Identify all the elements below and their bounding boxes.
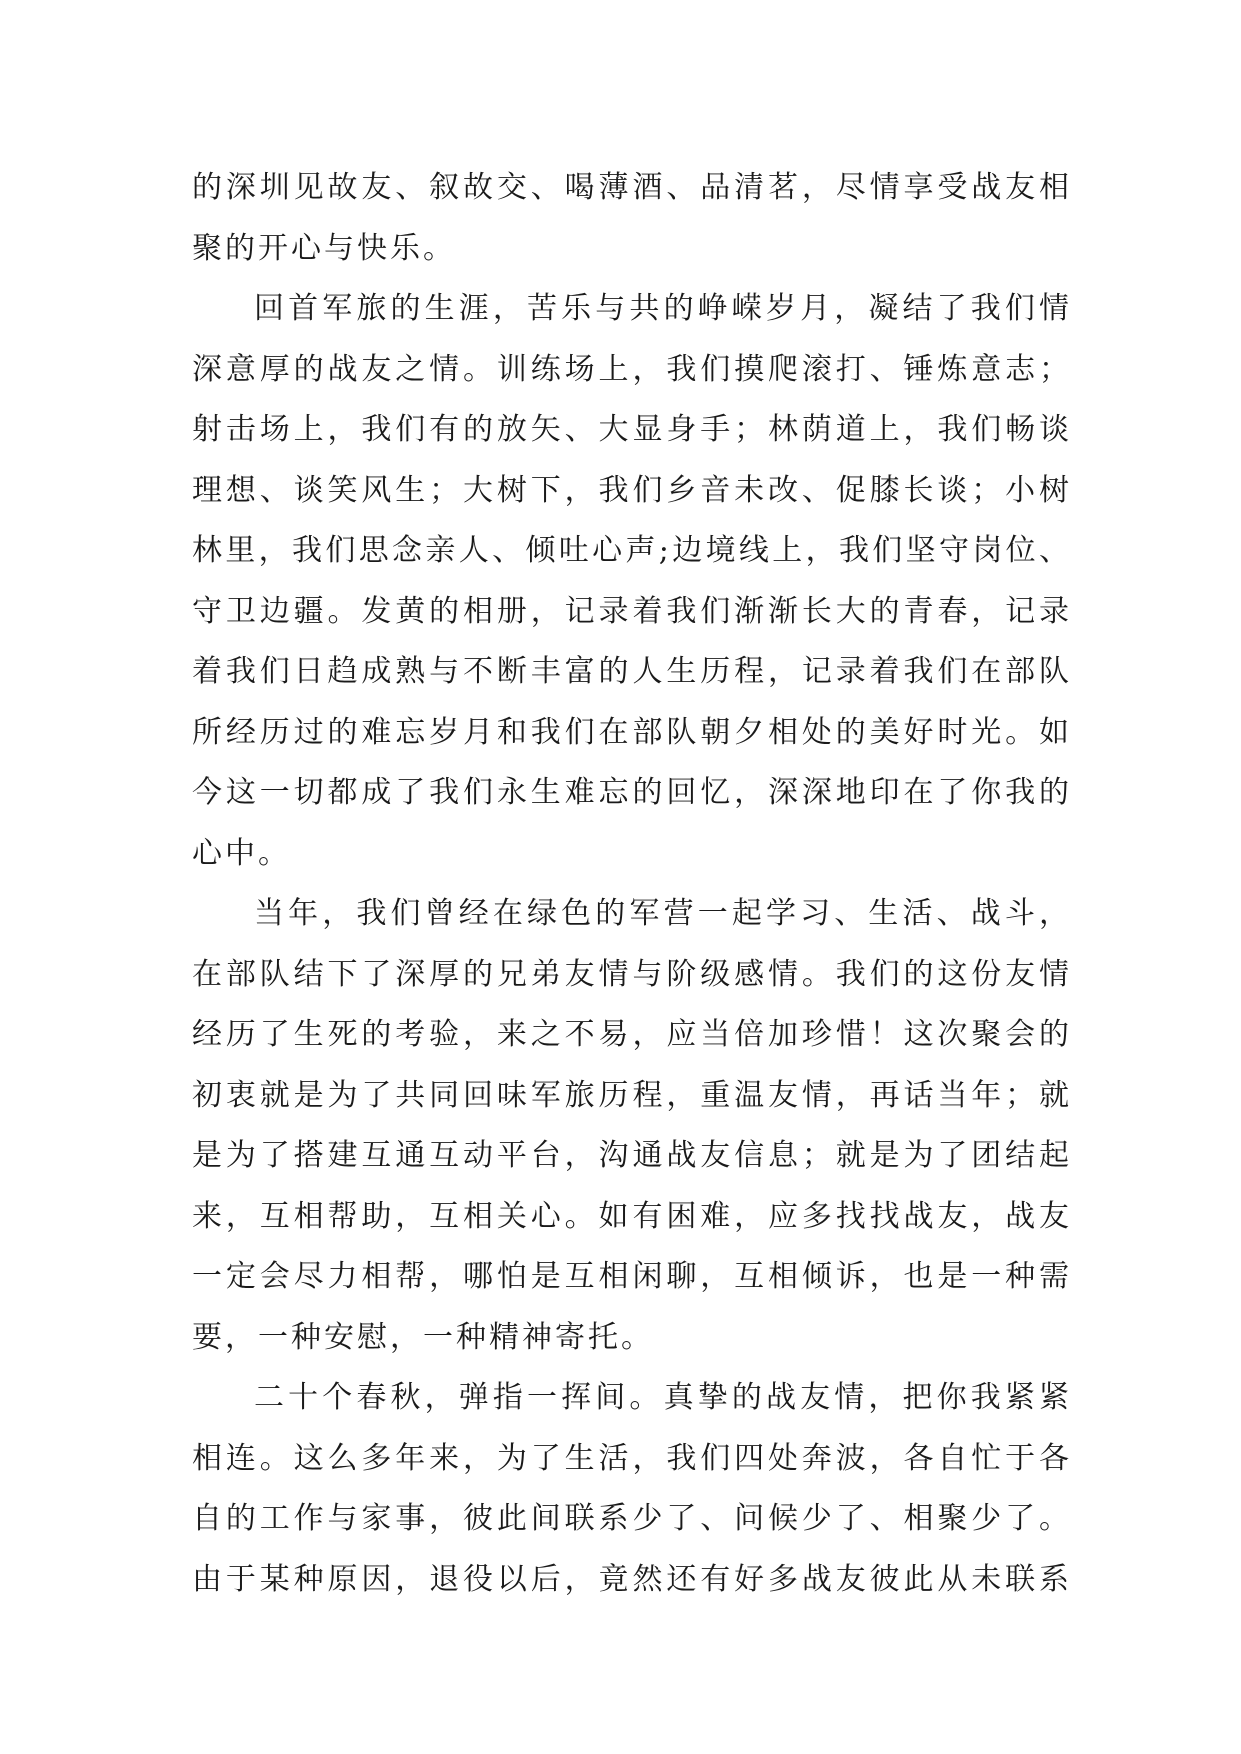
text-line: 自的工作与家事，彼此间联系少了、问候少了、相聚少了。	[192, 1501, 1072, 1536]
text-line: 相连。这么多年来，为了生活，我们四处奔波，各自忙于各	[192, 1440, 1072, 1476]
text-line: 心中。	[192, 835, 291, 871]
text-line: 今这一切都成了我们永生难忘的回忆，深深地印在了你我的	[192, 775, 1072, 810]
paragraph-first-line: 当年，我们曾经在绿色的军营一起学习、生活、战斗，	[254, 896, 1072, 931]
text-line: 初衷就是为了共同回味军旅历程，重温友情，再话当年；就	[192, 1077, 1072, 1113]
text-line: 在部队结下了深厚的兄弟友情与阶级感情。我们的这份友情	[192, 956, 1072, 992]
document-body	[192, 158, 1072, 1610]
text-line: 一定会尽力相帮，哪怕是互相闲聊，互相倾诉，也是一种需	[192, 1259, 1072, 1294]
text-line: 要，一种安慰，一种精神寄托。	[192, 1319, 654, 1355]
text-line: 由于某种原因，退役以后，竟然还有好多战友彼此从未联系	[192, 1561, 1072, 1597]
text-line: 理想、谈笑风生；大树下，我们乡音未改、促膝长谈；小树	[192, 472, 1072, 508]
text-line: 深意厚的战友之情。训练场上，我们摸爬滚打、锤炼意志；	[192, 351, 1072, 387]
text-line: 的深圳见故友、叙故交、喝薄酒、品清茗，尽情享受战友相	[192, 170, 1072, 205]
text-line: 所经历过的难忘岁月和我们在部队朝夕相处的美好时光。如	[192, 714, 1072, 750]
paragraph-first-line: 回首军旅的生涯，苦乐与共的峥嵘岁月，凝结了我们情	[254, 291, 1072, 326]
text-line: 是为了搭建互通互动平台，沟通战友信息；就是为了团结起	[192, 1138, 1072, 1173]
paragraph-first-line: 二十个春秋，弹指一挥间。真挚的战友情，把你我紧紧	[254, 1380, 1072, 1415]
text-line: 守卫边疆。发黄的相册，记录着我们渐渐长大的青春，记录	[192, 593, 1072, 629]
text-line: 射击场上，我们有的放矢、大显身手；林荫道上，我们畅谈	[192, 412, 1072, 447]
text-line: 经历了生死的考验，来之不易，应当倍加珍惜！这次聚会的	[192, 1017, 1072, 1052]
text-line: 聚的开心与快乐。	[192, 230, 456, 266]
text-line: 来，互相帮助，互相关心。如有困难，应多找找战友，战友	[192, 1198, 1072, 1234]
text-line: 林里，我们思念亲人、倾吐心声;边境线上，我们坚守岗位、	[192, 533, 1072, 568]
text-line: 着我们日趋成熟与不断丰富的人生历程，记录着我们在部队	[192, 654, 1072, 689]
